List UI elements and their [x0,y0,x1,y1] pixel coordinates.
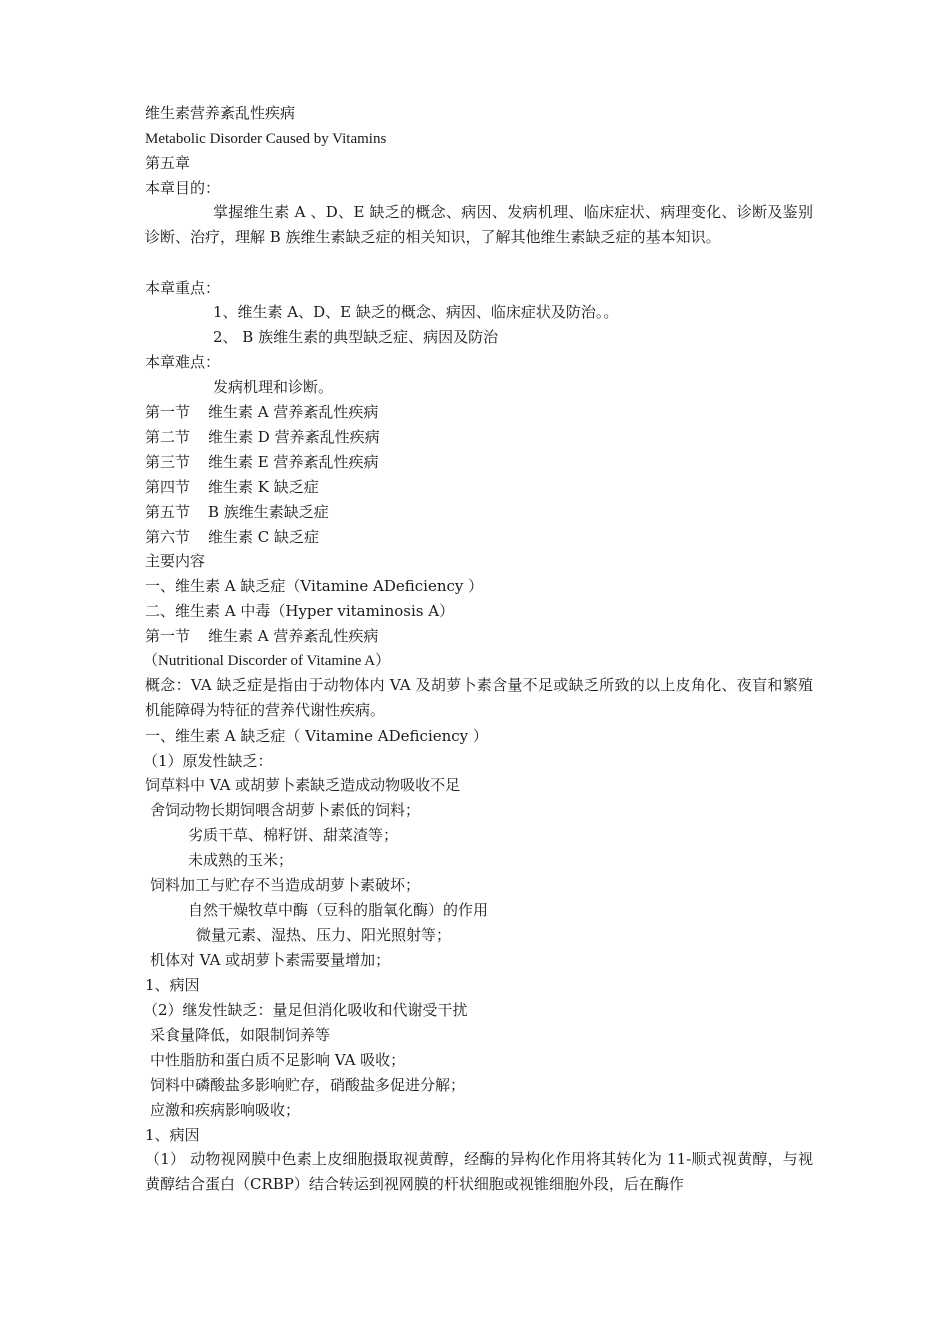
cause-line: 未成熟的玉米； [188,851,294,869]
section-number: 第一节 [145,627,191,645]
section-name: B 族维生素缺乏症 [208,503,329,521]
section-number: 第六节 [145,528,191,546]
key-point-item: 2、 B 族维生素的典型缺乏症、病因及防治 [213,328,499,346]
main-content-item: 二、维生素 A 中毒（Hyper vitaminosis A） [145,602,455,620]
section-row [145,402,378,422]
cause-line: 饲料中磷酸盐多影响贮存，硝酸盐多促进分解； [150,1076,466,1094]
section1-english-title: （Nutritional Discorder of Vitamine A） [143,653,391,669]
section-name: 维生素 C 缺乏症 [208,528,320,546]
cause-line: 中性脂肪和蛋白质不足影响 VA 吸收； [150,1051,406,1069]
section-row [145,427,380,447]
title-english: Metabolic Disorder Caused by Vitamins [145,131,387,147]
cause-label: 1、病因 [145,1126,200,1144]
secondary-deficiency-heading: （2）继发性缺乏：量足但消化吸收和代谢受干扰 [143,1001,468,1019]
chapter-label: 第五章 [145,154,191,172]
part1-heading: 一、维生素 A 缺乏症（ Vitamine ADeficiency ） [145,727,488,745]
concept-paragraph: 概念：VA 缺乏症是指由于动物体内 VA 及胡萝卜素含量不足或缺乏所致的以上皮角化、夜盲和繁殖机能障碍为特征的营养代谢性疾病。 [145,676,813,719]
section-name: 维生素 A 营养紊乱性疾病 [208,403,379,421]
cause-line: 自然干燥牧草中酶（豆科的脂氧化酶）的作用 [188,901,489,919]
cause-line: 机体对 VA 或胡萝卜素需要量增加； [150,951,391,969]
section-row [145,527,319,547]
section1-heading [145,626,378,646]
cause-line: 采食量降低，如限制饲养等 [150,1026,331,1044]
mechanism-paragraph: （1） 动物视网膜中色素上皮细胞摄取视黄醇，经酶的异构化作用将其转化为 11-顺式视黄醇，与视黄醇结合蛋白（CRBP）结合转运到视网膜的杆状细胞或视锥细胞外段，后在酶作 [145,1150,813,1193]
objectives-heading: 本章目的： [145,179,221,197]
section-number: 第四节 [145,478,191,496]
cause-line: 饲料加工与贮存不当造成胡萝卜素破坏； [150,876,421,894]
cause-label: 1、病因 [145,976,200,994]
key-point-item: 1、维生素 A、D、E 缺乏的概念、病因、临床症状及防治。。 [213,303,619,321]
key-points-heading: 本章重点： [145,279,221,297]
section-number: 第三节 [145,453,191,471]
section-row [145,452,379,472]
main-content-item: 一、维生素 A 缺乏症（Vitamine ADeficiency ） [145,577,484,595]
difficulties-text: 发病机理和诊断。 [213,378,334,396]
section-name: 维生素 K 缺乏症 [208,478,319,496]
cause-line: 饲草料中 VA 或胡萝卜素缺乏造成动物吸收不足 [145,776,461,794]
section-name: 维生素 A 营养紊乱性疾病 [208,627,379,645]
primary-deficiency-heading: （1）原发性缺乏： [143,752,273,770]
section-name: 维生素 E 营养紊乱性疾病 [208,453,379,471]
cause-line: 舍饲动物长期饲喂含胡萝卜素低的饲料； [150,801,421,819]
difficulties-heading: 本章难点： [145,353,221,371]
cause-line: 微量元素、湿热、压力、阳光照射等； [196,926,452,944]
section-name: 维生素 D 营养紊乱性疾病 [208,428,380,446]
main-content-heading: 主要内容 [145,552,206,570]
objectives-paragraph: 掌握维生素 A 、D、E 缺乏的概念、病因、发病机理、临床症状、病理变化、诊断及鉴别诊断、治疗，理解 B 族维生素缺乏症的相关知识，了解其他维生素缺乏症的基本知识。 [145,203,813,246]
cause-line: 劣质干草、棉籽饼、甜菜渣等； [188,826,399,844]
section-number: 第五节 [145,503,191,521]
section-row [145,477,319,497]
section-row [145,502,329,522]
section-number: 第二节 [145,428,191,446]
title-chinese: 维生素营养紊乱性疾病 [145,104,296,122]
section-number: 第一节 [145,403,191,421]
cause-line: 应激和疾病影响吸收； [150,1101,301,1119]
